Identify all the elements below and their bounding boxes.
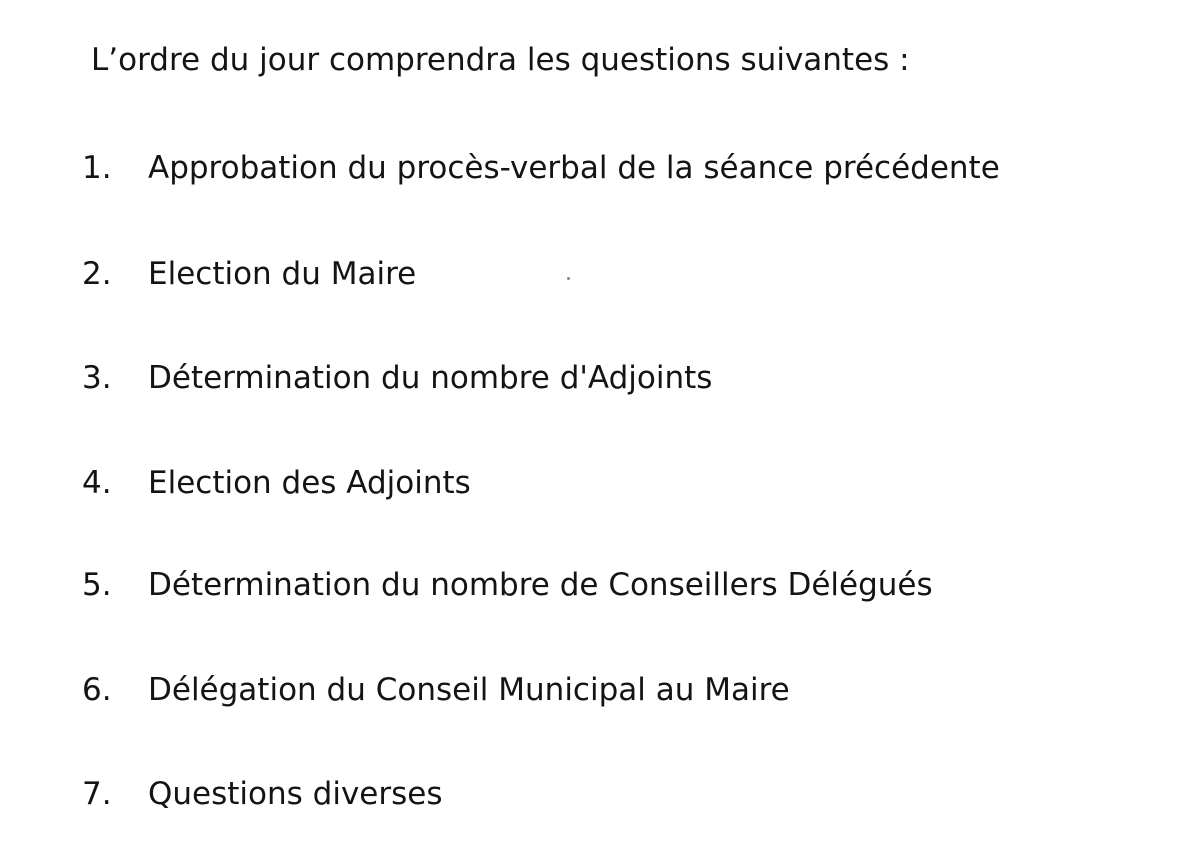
agenda-item-number: 4. bbox=[82, 465, 112, 501]
agenda-item-number: 7. bbox=[82, 776, 112, 812]
agenda-item-number: 3. bbox=[82, 360, 112, 396]
agenda-item-text: Approbation du procès-verbal de la séance précédente bbox=[148, 150, 1000, 186]
agenda-item-text: Election des Adjoints bbox=[148, 465, 471, 501]
agenda-item-text: Délégation du Conseil Municipal au Maire bbox=[148, 672, 790, 708]
agenda-item-text: Détermination du nombre d'Adjoints bbox=[148, 360, 713, 396]
agenda-intro: L’ordre du jour comprendra les questions suivantes : bbox=[91, 42, 910, 78]
scan-speck bbox=[567, 277, 570, 280]
agenda-item-text: Questions diverses bbox=[148, 776, 443, 812]
agenda-item-text: Détermination du nombre de Conseillers Délégués bbox=[148, 567, 933, 603]
agenda-item-number: 6. bbox=[82, 672, 112, 708]
agenda-item-number: 1. bbox=[82, 150, 112, 186]
agenda-item-text: Election du Maire bbox=[148, 256, 417, 292]
agenda-item-number: 2. bbox=[82, 256, 112, 292]
agenda-item-number: 5. bbox=[82, 567, 112, 603]
